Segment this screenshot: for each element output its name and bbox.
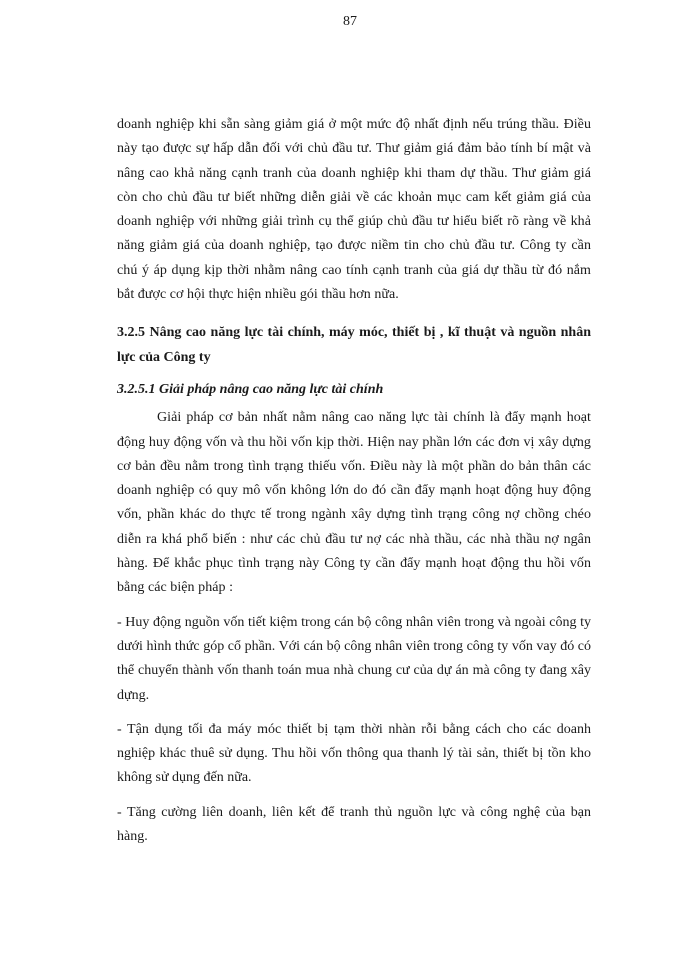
bullet-item-equipment: - Tận dụng tối đa máy móc thiết bị tạm thời nhàn rỗi bằng cách cho các doanh nghiệp khác thuê sử dụng. Thu hồi vốn thông qua thanh lý tài sản, thiết bị tồn kho không sử dụng đến nữa. [117,721,591,786]
bullet-item-joint-venture: - Tăng cường liên doanh, liên kết để tranh thủ nguồn lực và công nghệ của bạn hàng. [117,804,591,845]
bullet-item-savings: - Huy động nguồn vốn tiết kiệm trong cán bộ công nhân viên trong và ngoài công ty dưới hình thức góp cổ phần. Với cán bộ công nhân viên trong công ty vốn vay đó có thể chuyển thành vốn thanh toán mua nhà chung cư của dự án mà công ty đang xây dựng. [117,614,591,703]
subsection-heading: 3.2.5.1 Giải pháp nâng cao năng lực tài chính [117,381,384,397]
section-heading: 3.2.5 Nâng cao năng lực tài chính, máy móc, thiết bị , kĩ thuật và nguồn nhân lực của Công ty [117,325,591,365]
page-content [117,113,591,849]
page-number: 87 [343,14,357,29]
body-paragraph: Giải pháp cơ bản nhất nằm nâng cao năng lực tài chính là đẩy mạnh hoạt động huy động vốn và thu hồi vốn kịp thời. Hiện nay phần lớn các đơn vị xây dựng cơ bản đều nằm trong tình trạng thiếu vốn. Điều này là một phần do bản thân các doanh nghiệp có quy mô vốn không lớn do đó cần đẩy mạnh hoạt động huy động vốn, phần khác do thực tế trong ngành xây dựng tình trạng công nợ chồng chéo diễn ra khá phổ biến : như các chủ đầu tư nợ các nhà thầu, các nhà thầu nợ ngân hàng. Để khắc phục tình trạng này Công ty cần đẩy mạnh hoạt động thu hồi vốn bằng các biện pháp : [117,410,591,596]
intro-paragraph: doanh nghiệp khi sẵn sàng giảm giá ở một mức độ nhất định nếu trúng thầu. Điều này tạo được sự hấp dẫn đối với chủ đầu tư. Thư giảm giá đảm bảo tính bí mật và nâng cao khả năng cạnh tranh của doanh nghiệp khi tham dự thầu. Thư giảm giá còn cho chủ đầu tư biết những diễn giải về các khoản mục cam kết giảm giá của doanh nghiệp với những giải trình cụ thể giúp chủ đầu tư hiểu biết rõ ràng về khả năng giảm giá của doanh nghiệp, tạo được niềm tin cho chủ đầu tư. Công ty cần chú ý áp dụng kịp thời nhằm nâng cao tính cạnh tranh của giá dự thầu từ đó nắm bắt được cơ hội thực hiện nhiều gói thầu hơn nữa. [117,117,591,303]
